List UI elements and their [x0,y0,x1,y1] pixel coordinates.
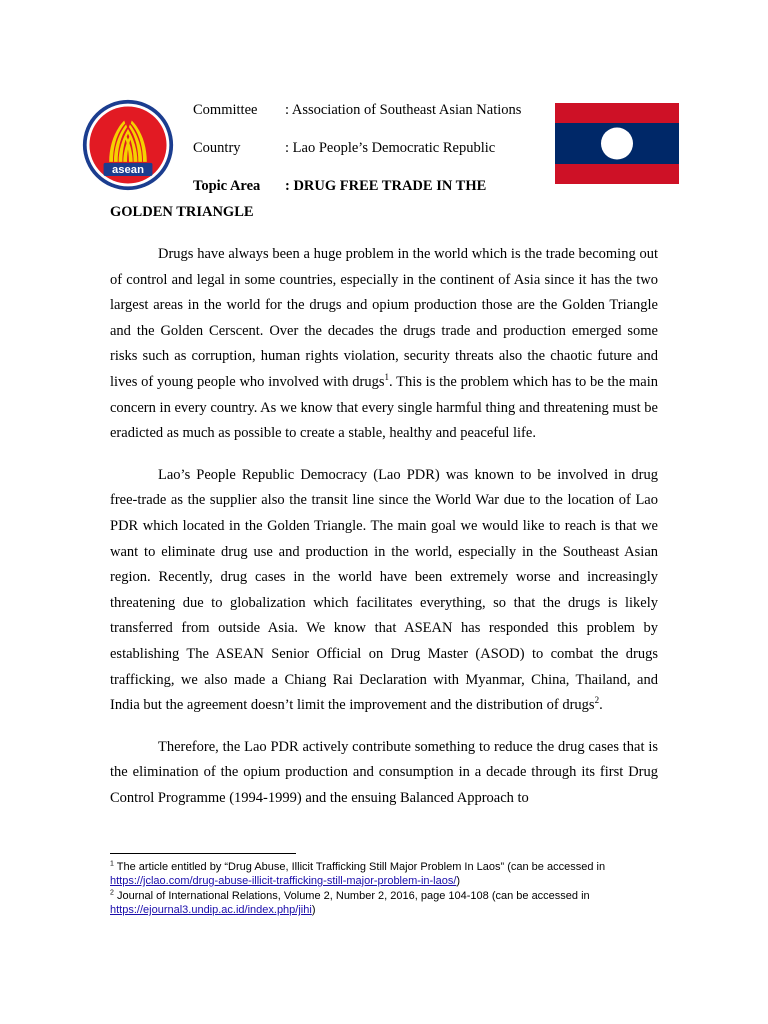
footnote-1 [110,860,670,888]
footnote-2 [110,889,670,917]
footnote-1-text: The article entitled by “Drug Abuse, Illicit Trafficking Still Major Problem In Laos” (can be accessed in [113,861,606,873]
footnote-2-number: 2 [110,889,114,897]
paragraph-1 [110,242,658,447]
laos-flag [555,103,679,184]
footnote-divider [110,853,296,854]
paragraph-2-after: . [599,697,603,714]
paragraph-1-text: Drugs have always been a huge problem in the world which is the trade becoming out of control and legal in some countries, especially in the continent of Asia since it has the two largest areas in the world for the drugs and opium production those are the Golden Triangle and the Golden Cerscent. Over the decades the drugs trade and production emerged some risks such as corruption, human rights violation, security threats also the chaotic future and lives of young people who involved with drugs [110,246,658,390]
paragraph-3-text: Therefore, the Lao PDR actively contribute something to reduce the drug cases that is the elimination of the opium production and consumption in a decade through its first Drug Control Programme (1994-1999) and the ensuing Balanced Approach to [110,738,658,806]
topic-continuation: GOLDEN TRIANGLE [110,204,254,220]
committee-value: : Association of Southeast Asian Nations [285,102,522,118]
body-text [110,242,658,827]
footnote-2-after: ) [311,904,316,916]
committee-label: Committee [193,102,258,118]
committee-row [193,102,521,119]
footnote-1-link[interactable]: https://jclao.com/drug-abuse-illicit-trafficking-still-major-problem-in-laos/ [110,875,457,887]
country-value: : Lao People’s Democratic Republic [285,140,496,156]
paragraph-2-text: Lao’s People Republic Democracy (Lao PDR) was known to be involved in drug free-trade as the supplier also the transit line since the World War due to the location of Lao PDR which located in the Golden Triangle. The main goal we would like to reach is that we want to eliminate drug use and production in the world, especially in the Southeast Asian region. Recently, drug cases in the world have been extremely worse and increasingly threatening due to globalization which facilitates everything, so that the drugs is likely transferred from outside Asia. We know that ASEAN has responded this problem by establishing The ASEAN Senior Official on Drug Master (ASOD) to combat the drugs trafficking, we also made a Chiang Rai Declaration with Myanmar, China, Thailand, and India but the agreement doesn’t limit the improvement and the distribution of drugs [110,466,658,714]
paragraph-3 [110,735,658,812]
topic-row [193,178,486,195]
footnote-2-text: Journal of International Relations, Volume 2, Number 2, 2016, page 104-108 (can be accessed in [113,890,590,902]
country-label: Country [193,140,241,156]
footnote-1-after: ) [456,875,461,887]
footnote-1-number: 1 [110,860,114,868]
paragraph-1-after: . This is the problem which has to be the main concern in every country. As we know that every single harmful thing and threatening must be eradicted as much as possible to create a stable, healthy and peaceful life. [110,373,658,442]
asean-logo [81,98,175,192]
footnotes [110,860,670,918]
footnote-ref-2[interactable]: 2 [594,695,600,706]
paragraph-2 [110,463,658,719]
topic-label: Topic Area [193,178,261,194]
country-row [193,140,495,157]
topic-value: : DRUG FREE TRADE IN THE [285,178,487,194]
asean-logo-text: asean [112,164,144,177]
footnote-2-link[interactable]: https://ejournal3.undip.ac.id/index.php/jihi [110,904,312,916]
footnote-ref-1[interactable]: 1 [384,372,389,383]
